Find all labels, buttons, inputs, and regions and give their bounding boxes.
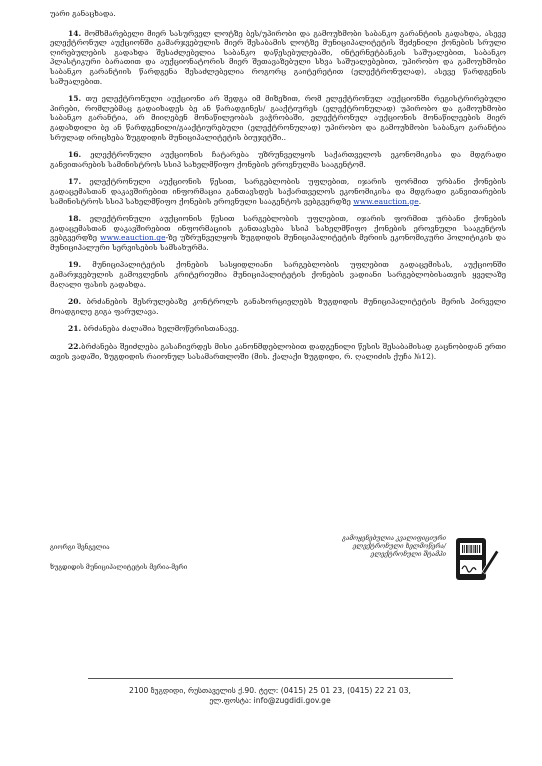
paragraph-number: 15. [68, 94, 82, 104]
paragraph-text: ბრძანება ძალაშია ხელმოწერისთანავე. [83, 324, 239, 334]
paragraph-number: 14. [68, 28, 82, 38]
paragraph-15 [50, 94, 506, 142]
digital-signature-icon [452, 536, 500, 582]
paragraph-continuation: უარი განაცხადა. [50, 9, 116, 18]
document-body [50, 9, 506, 369]
paragraph-text: ელექტრონული აუქციონის წესით სარგებლობის უფლებით, იჯარის ფორმით ურბანი ქონების გადაცემასთან დაკავშირებით ინფორმაციის განთავსება სსიპ სახელმწიფო ქონების ეროვნული სააგენტოს ვებგვერდზე [50, 214, 506, 243]
paragraph-text: ბრძანება შეიძლება გასაჩივრდეს მისი კანონმდებლობით დადგენილი წესის შესაბამისად გაცნობიდან ერთი თვის ვადაში, ზუგდიდის რაიონულ სასამართლოში (მის. ქალაქი ზუგდიდი, რ. ღალიძის ქუჩა №12). [50, 342, 506, 361]
signatory-name: გიორგი შენგელია [50, 543, 110, 551]
paragraph-number: 21. [68, 324, 82, 334]
footer-divider [88, 678, 453, 679]
footer-email: ელ.ფოსტა: info@zugdidi.gov.ge [209, 696, 331, 705]
paragraph-text: ბრძანების შესრულებაზე კონტროლს განახორციელებს ზუგდიდის მუნიციპალიტეტის მერის პირველი მოადგილე გიგა ფარულავა. [50, 297, 506, 316]
paragraph-18: 18. ელექტრონული აუქციონის წესით სარგებლობის უფლებით, იჯარის ფორმით ურბანი ქონების გადაცემასთან დაკავშირებით ინფორმაციის განთავსება სსიპ სახელმწიფო ქონების ეროვნული სააგენტოს ვებგვერდზე www.eauction.ge-ზე უზრუნველყოს ზუგდიდის მუნიციპალიტეტის მერიის ეკონომიკური პოლიტიკის და მუნიციპალური სერვისების სამსახურმა. [50, 214, 506, 252]
paragraph-16 [50, 150, 506, 169]
eauction-link[interactable]: www.eauction.ge [100, 233, 166, 243]
paragraph-number: 20. [68, 297, 82, 307]
paragraph-19 [50, 260, 506, 289]
paragraph-text: მომხმარებელი მიერ სასურველ ლოტზე ბეს/უპირობი და გამოუხმობი საბანკო გარანტიის გადახდა, ასევე ელექტრონულ აუქციონში გამარჯვებულის მიერ შესაბამის ლოტზე მუნიციპალიტეტის შეძენილი ქონების სრული ღირებულების გადახდა შესაძლებელია საბანკო დაწესებულებაში, ინტერნეტბანკის საშუალებით, საბანკო პლასტიკური ბარათით და აუქციონატორის მიერ შეთავაზებული სხვა საშუალებებით, უპირობო და გამოუხმობი საბანკო გარანტიის წარდგენა შესაძლებელია როგორც გაიტერეტით (ელექტრონულად), ასევე წარდგენის საშუალებით. [50, 28, 506, 86]
footer-address: 2100 ზუგდიდი, რუსთაველის ქ.90. ტელ: (0415) 25 01 23, (0415) 22 21 03, [129, 686, 411, 695]
paragraph-number: 22. [68, 342, 82, 352]
paragraph-number: 16. [68, 150, 82, 160]
paragraph-14 [50, 29, 506, 87]
paragraph-text: ელექტრონული აუქციონის ჩატარება უზრუნველყოს საქართველოს ეკონომიკისა და მდგრადი განვითარების სამინისტროს სსიპ სახელმწიფო ქონების ეროვნულმა სააგენტომ. [50, 150, 506, 169]
paragraph-text: თუ ელექტრონული აუქციონი არ შედგა იმ მიზეზით, რომ ელექტრონულ აუქციონში რეგისტრირებული პირები, რომლებმაც გადაიხადეს ბე ან წარადგინეს/ გააქტიურეს (ელექტრონულად) უპირობო და გამოუხმობი საბანკო გარანტია, არ მიიღებენ მონაწილეობას ვაჭრობაში, ელექტრონულ აუქციონის მონაწილეების მიერ გადახდილი ბე ან წარდგენილი/გააქტიურებული (ელექტრონულად) უპირობო და გამოუხმობი საბანკო გარანტია სრულად ირიცხება ზუგდიდის მუნიციპალიტეტის ბიუჯეტში.. [50, 94, 506, 142]
footer [60, 686, 480, 706]
digital-signature-note: გამოყენებულია კვალიფიციური ელექტრონული ხელმოწერა/ ელექტრონული შტამპი [342, 535, 446, 558]
paragraph-21 [50, 324, 506, 334]
paragraph-number: 18. [68, 214, 82, 224]
paragraph-text: ელექტრონული აუქციონის წესით, სარგებლობის უფლებით, იჯარის ფორმით ურბანი ქონების გადაცემასთან დაკავშირებით ინფორმაცია განთავსდეს საქართველოს ეკონომიკისა და მდგრადი განვითარების სამინისტროს სსიპ სახელმწიფო ქონების ეროვნული სააგენტოს ვებგვერდზე [50, 177, 506, 206]
signatory-title: ზუგდიდის მუნიციპალიტეტის მერია-მერი [50, 563, 188, 571]
paragraph-20 [50, 297, 506, 316]
signature-block [50, 535, 506, 605]
paragraph-22 [50, 342, 506, 361]
paragraph-number: 19. [68, 260, 82, 270]
eauction-link[interactable]: www.eauction.ge [353, 196, 419, 206]
paragraph-number: 17. [68, 177, 82, 187]
paragraph-17: 17. ელექტრონული აუქციონის წესით, სარგებლობის უფლებით, იჯარის ფორმით ურბანი ქონების გადაცემასთან დაკავშირებით ინფორმაცია განთავსდეს საქართველოს ეკონომიკისა და მდგრადი განვითარების სამინისტროს სსიპ სახელმწიფო ქონების ეროვნული სააგენტოს ვებგვერდზე www.eauction.ge. [50, 177, 506, 206]
paragraph-text: მუნიციპალიტეტის ქონების სასყიდლიანი სარგებლობის უფლებით გადაცემისას, აუქციონში გამარჯვებულის გამოვლენის კრიტერიუმია მუნიციპალიტეტის ქონების ვადიანი სარგებლობისათვის ყველაზე მაღალი ფასის გადახდა. [50, 260, 506, 289]
